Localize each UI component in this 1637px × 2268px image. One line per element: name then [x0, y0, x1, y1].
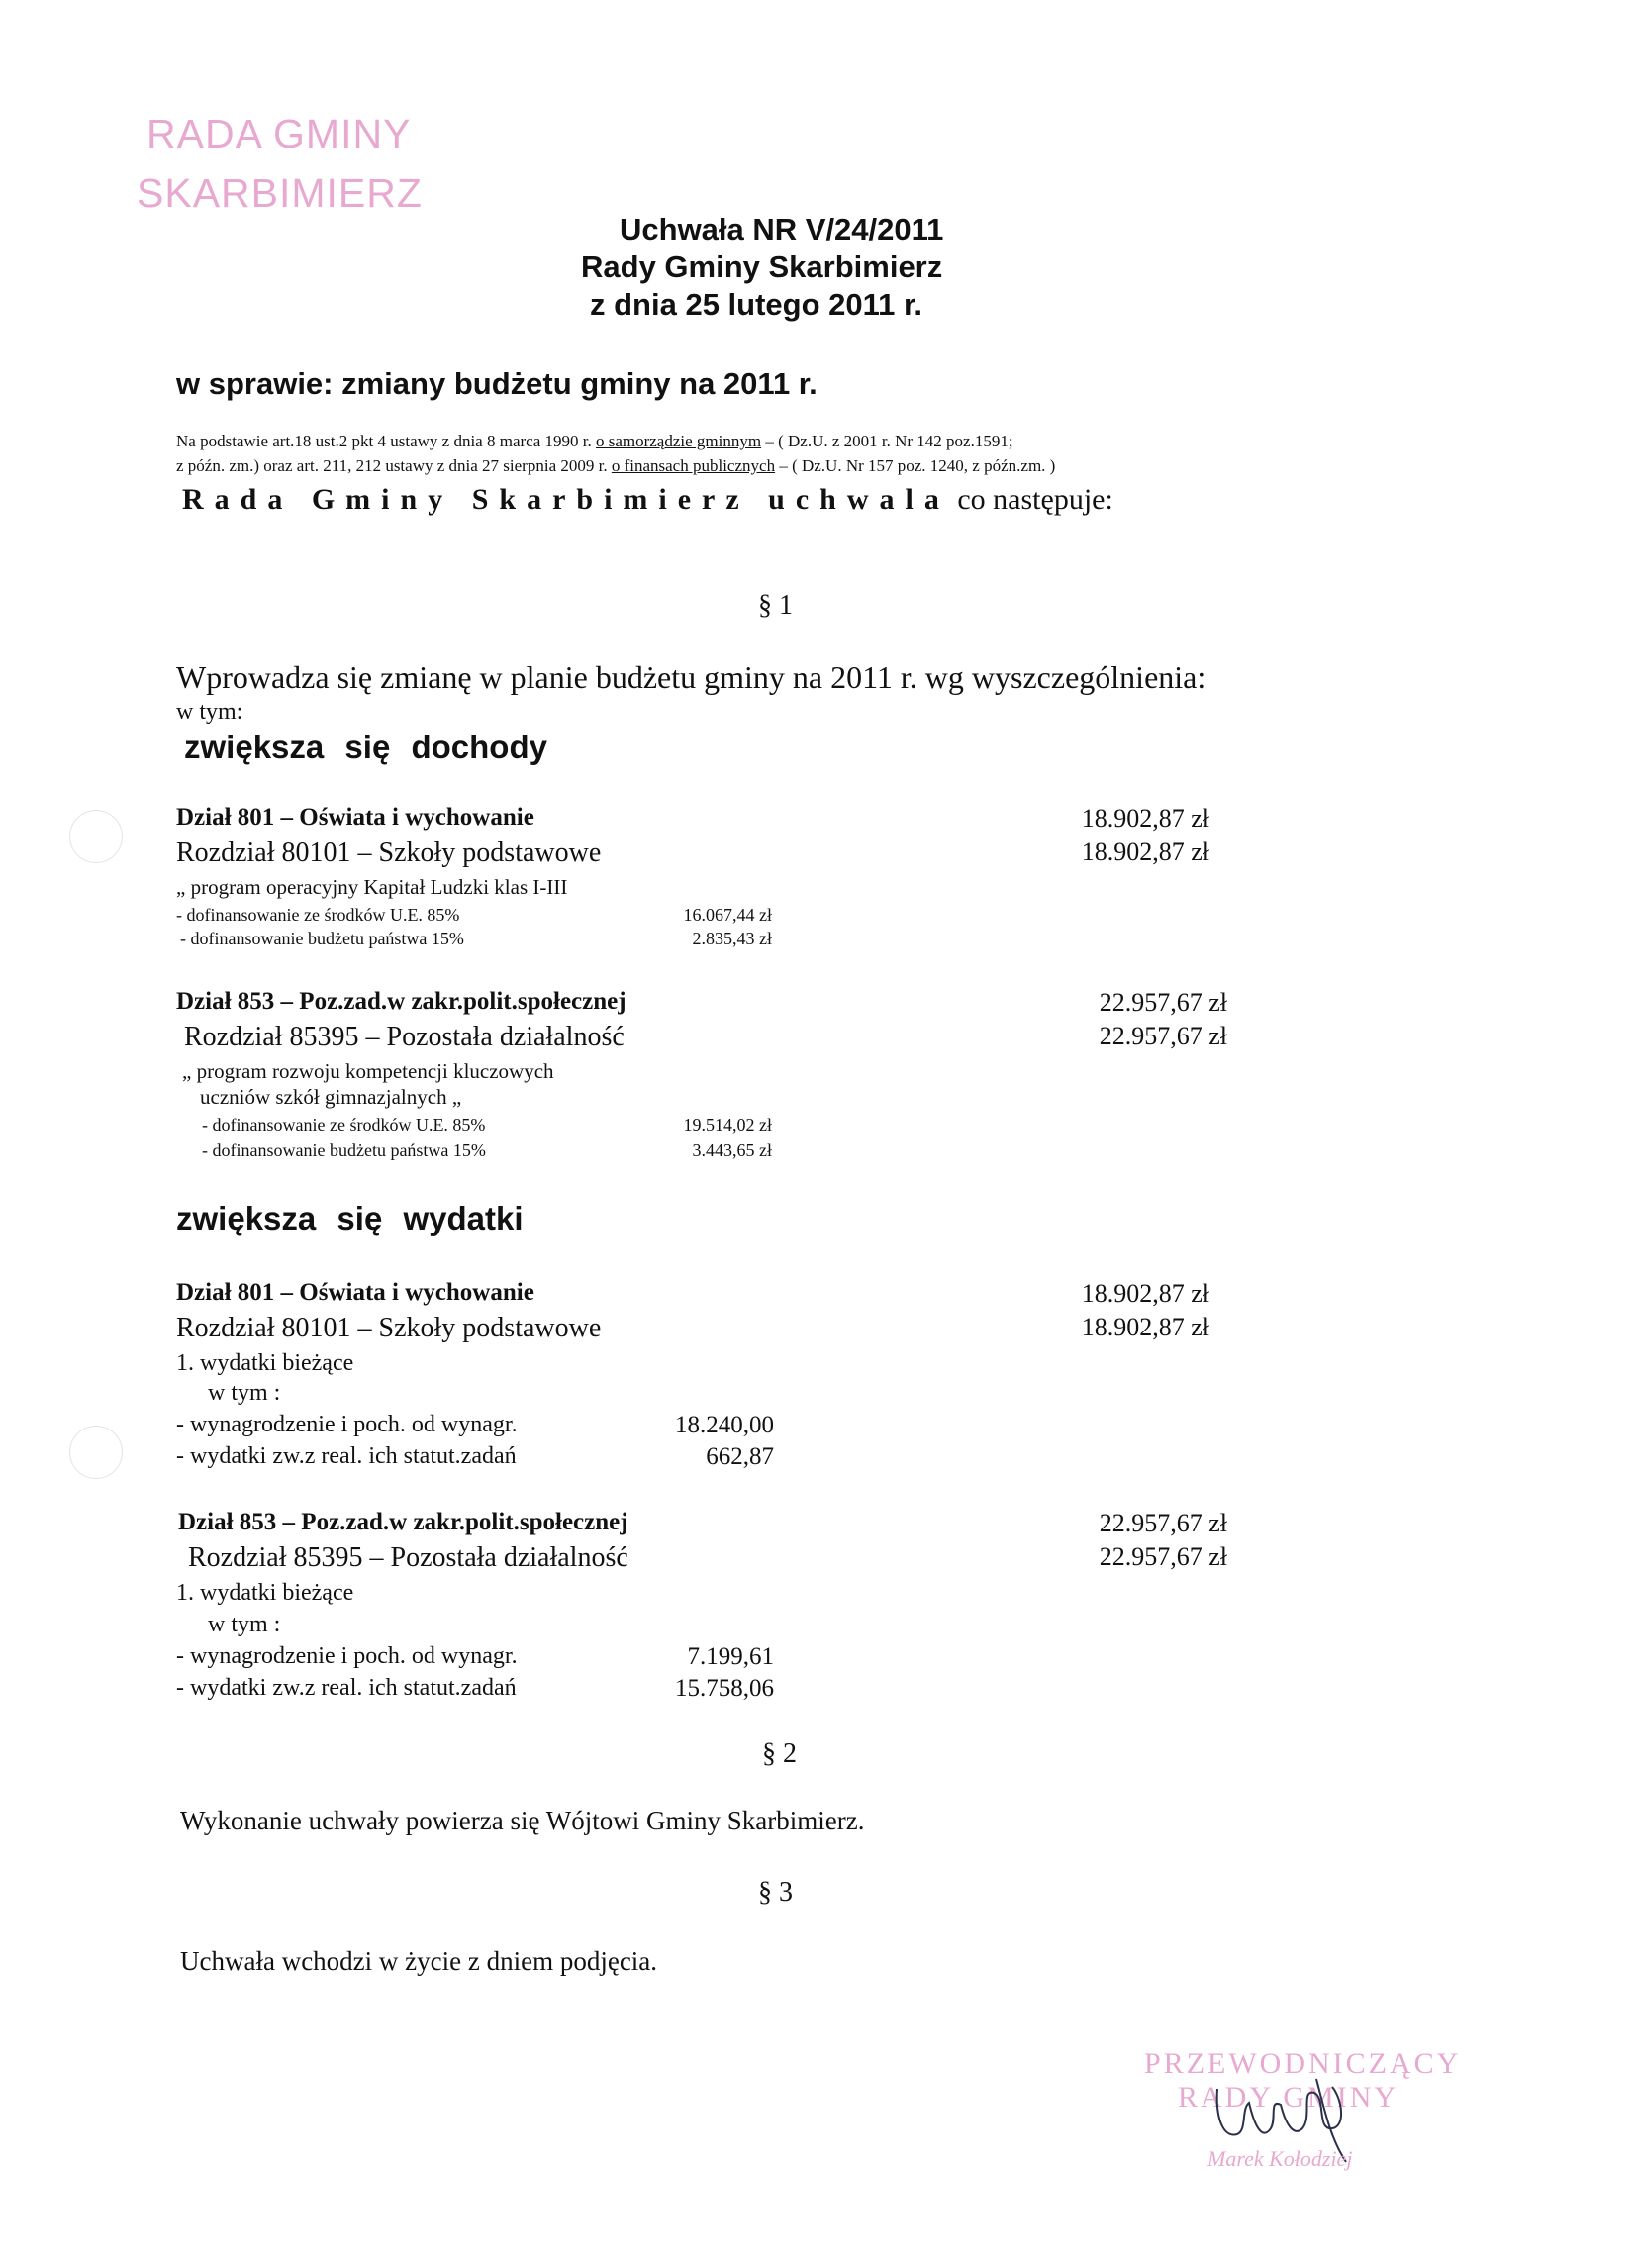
- punch-hole-top: [69, 810, 123, 863]
- expenses-heading: zwiększa się wydatki: [176, 1200, 524, 1236]
- income-rozdzial-85395-amount: 22.957,67 zł: [1099, 1022, 1227, 1050]
- council-stamp-line2: SKARBIMIERZ: [137, 170, 423, 216]
- legal-basis-text: Na podstawie art.18 ust.2 pkt 4 ustawy z dnia 8 marca 1990 r.: [176, 432, 596, 450]
- legal-basis-line2: [176, 456, 1055, 476]
- act-reference-local-government: o samorządzie gminnym: [595, 432, 762, 450]
- expenses-801-statutory-amount: 662,87: [706, 1443, 774, 1470]
- legal-basis-text: – ( Dz.U. z 2001 r. Nr 142 poz.1591;: [761, 432, 1013, 450]
- expenses-rozdzial-85395: Rozdział 85395 – Pozostała działalność: [188, 1542, 628, 1573]
- expenses-801-salaries-amount: 18.240,00: [675, 1412, 774, 1438]
- expenses-801-salaries: - wynagrodzenie i poch. od wynagr.: [176, 1412, 518, 1437]
- paragraph-3-text: Uchwała wchodzi w życie z dniem podjęcia.: [180, 1946, 658, 1976]
- act-reference-public-finance: o finansach publicznych: [611, 456, 776, 475]
- punch-hole-bottom: [69, 1426, 123, 1479]
- income-853-state-funding-amount: 3.443,65 zł: [692, 1140, 772, 1160]
- chairman-stamp-line1: PRZEWODNICZĄCY: [1144, 2047, 1462, 2080]
- income-rozdzial-80101: Rozdział 80101 – Szkoły podstawowe: [176, 838, 602, 868]
- expenses-853-statutory-amount: 15.758,06: [675, 1675, 774, 1702]
- paragraph-2-text: Wykonanie uchwały powierza się Wójtowi Gminy Skarbimierz.: [180, 1806, 865, 1835]
- resolves-rest: co następuje:: [949, 483, 1113, 516]
- income-program-key-competences-2: uczniów szkół gimnazjalnych „: [200, 1085, 462, 1109]
- expenses-rozdzial-80101-amount: 18.902,87 zł: [1081, 1313, 1209, 1341]
- income-rozdzial-85395: Rozdział 85395 – Pozostała działalność: [184, 1022, 625, 1052]
- income-801-state-funding-amount: 2.835,43 zł: [692, 929, 772, 948]
- resolves-line: [182, 483, 1113, 517]
- income-853-eu-funding: - dofinansowanie ze środków U.E. 85%: [202, 1115, 486, 1134]
- resolution-subject: w sprawie: zmiany budżetu gminy na 2011 r.: [176, 366, 818, 401]
- paragraph-3-heading: § 3: [758, 1877, 793, 1908]
- expenses-853-statutory: - wydatki zw.z real. ich statut.zadań: [176, 1675, 517, 1701]
- income-dzial-853: Dział 853 – Poz.zad.w zakr.polit.społecznej: [176, 988, 626, 1015]
- income-rozdzial-80101-amount: 18.902,87 zł: [1081, 838, 1209, 866]
- expenses-rozdzial-85395-amount: 22.957,67 zł: [1099, 1542, 1227, 1571]
- income-801-eu-funding-amount: 16.067,44 zł: [683, 905, 772, 925]
- expenses-801-wtym: w tym :: [208, 1380, 281, 1406]
- income-801-eu-funding: - dofinansowanie ze środków U.E. 85%: [176, 905, 460, 925]
- chairman-name: Marek Kołodziej: [1207, 2146, 1353, 2171]
- income-heading: zwiększa się dochody: [184, 729, 547, 765]
- income-801-state-funding: - dofinansowanie budżetu państwa 15%: [180, 929, 464, 948]
- legal-basis-text: z późn. zm.) oraz art. 211, 212 ustawy z dnia 27 sierpnia 2009 r.: [176, 456, 612, 475]
- expenses-dzial-801: Dział 801 – Oświata i wychowanie: [176, 1279, 534, 1306]
- council-resolves-spaced: Rada Gminy Skarbimierz uchwala: [182, 483, 950, 516]
- income-program-kapital-ludzki: „ program operacyjny Kapitał Ludzki klas I-III: [176, 875, 568, 899]
- council-stamp-line1: RADA GMINY: [146, 111, 412, 156]
- expenses-853-salaries-amount: 7.199,61: [687, 1643, 774, 1670]
- expenses-853-salaries: - wynagrodzenie i poch. od wynagr.: [176, 1643, 518, 1669]
- income-dzial-853-amount: 22.957,67 zł: [1099, 988, 1227, 1017]
- expenses-dzial-801-amount: 18.902,87 zł: [1081, 1279, 1209, 1308]
- resolution-number: Uchwała NR V/24/2011: [620, 212, 944, 247]
- income-dzial-801-amount: 18.902,87 zł: [1081, 804, 1209, 833]
- paragraph-1-intro: Wprowadza się zmianę w planie budżetu gminy na 2011 r. wg wyszczególnienia:: [176, 659, 1206, 695]
- expenses-dzial-853: Dział 853 – Poz.zad.w zakr.polit.społecznej: [178, 1509, 628, 1535]
- expenses-801-current: 1. wydatki bieżące: [176, 1350, 354, 1376]
- legal-basis-line1: [176, 432, 1013, 451]
- resolution-date: z dnia 25 lutego 2011 r.: [590, 287, 922, 322]
- expenses-853-wtym: w tym :: [208, 1612, 281, 1637]
- chairman-stamp-line2: RADY GMINY: [1178, 2081, 1399, 2114]
- expenses-853-current: 1. wydatki bieżące: [176, 1580, 354, 1606]
- income-853-state-funding: - dofinansowanie budżetu państwa 15%: [202, 1140, 486, 1160]
- income-dzial-801: Dział 801 – Oświata i wychowanie: [176, 804, 534, 831]
- income-program-key-competences-1: „ program rozwoju kompetencji kluczowych: [182, 1059, 554, 1083]
- resolution-council: Rady Gminy Skarbimierz: [581, 249, 943, 284]
- expenses-dzial-853-amount: 22.957,67 zł: [1099, 1509, 1227, 1537]
- legal-basis-text: – ( Dz.U. Nr 157 poz. 1240, z późn.zm. ): [775, 456, 1056, 475]
- expenses-rozdzial-80101: Rozdział 80101 – Szkoły podstawowe: [176, 1313, 602, 1343]
- paragraph-1-heading: § 1: [758, 590, 793, 621]
- paragraph-1-wtym: w tym:: [176, 699, 243, 725]
- paragraph-2-heading: § 2: [762, 1738, 797, 1769]
- income-853-eu-funding-amount: 19.514,02 zł: [683, 1115, 772, 1134]
- expenses-801-statutory: - wydatki zw.z real. ich statut.zadań: [176, 1443, 517, 1469]
